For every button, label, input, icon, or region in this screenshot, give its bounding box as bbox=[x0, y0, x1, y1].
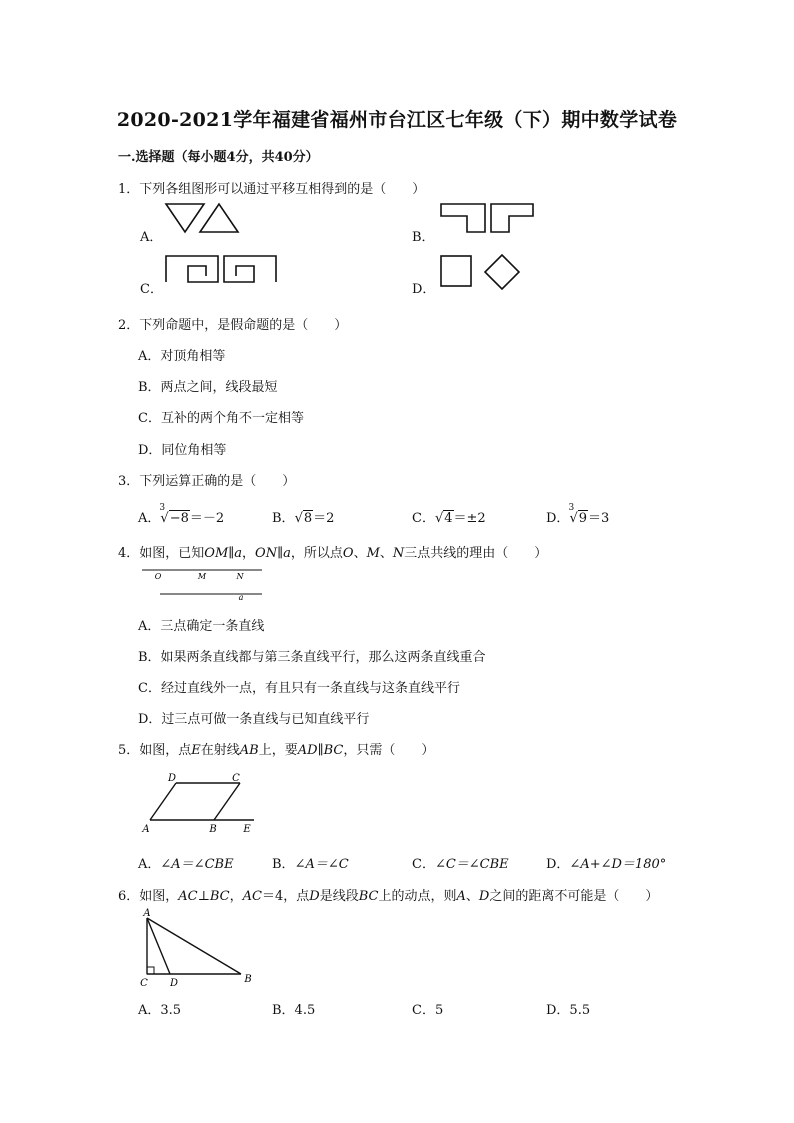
option-expr: ∠A＝∠CBE bbox=[160, 857, 234, 872]
label-b: B bbox=[244, 974, 252, 985]
cube-root-index: 3 bbox=[568, 503, 575, 513]
segment-on: ON bbox=[255, 546, 278, 561]
q3-option-d: D． 3 √9＝3 bbox=[546, 503, 610, 526]
option-expr: ∠A＝∠C bbox=[294, 857, 349, 872]
stem-text: 6．如图， bbox=[118, 889, 179, 904]
label-a: a bbox=[238, 593, 244, 602]
radicand: 9 bbox=[578, 511, 588, 526]
q4-figure-lines bbox=[140, 566, 270, 602]
point-a: A bbox=[456, 889, 466, 904]
question-4-stem bbox=[118, 542, 547, 561]
q4-option-d: D．过三点可做一条直线与已知直线平行 bbox=[138, 712, 370, 727]
ray-ab: AB bbox=[239, 743, 259, 758]
stem-text: ， bbox=[229, 889, 243, 904]
q3-option-b: B．√8＝2 bbox=[272, 511, 335, 526]
stem-text: ，所以点 bbox=[290, 546, 343, 561]
line-a: a bbox=[283, 546, 291, 561]
parallel-symbol: ∥ bbox=[228, 546, 235, 561]
segment-bc: BC bbox=[323, 743, 344, 758]
label-a: A bbox=[143, 908, 151, 919]
option-label: C． bbox=[412, 857, 435, 872]
q2-option-a: A．对顶角相等 bbox=[138, 349, 226, 364]
q3-option-b-result: ＝2 bbox=[313, 511, 335, 526]
q2-option-b: B．两点之间，线段最短 bbox=[138, 380, 278, 395]
label-m: M bbox=[197, 572, 207, 581]
q5-option-a bbox=[138, 853, 234, 872]
q6-figure-right-triangle bbox=[138, 908, 263, 990]
q6-option-d: D．5.5 bbox=[546, 1003, 591, 1018]
option-expr: ∠A+∠D＝180° bbox=[569, 857, 667, 872]
q4-option-b: B．如果两条直线都与第三条直线平行，那么这两条直线重合 bbox=[138, 650, 486, 665]
q4-option-c: C．经过直线外一点，有且只有一条直线与这条直线平行 bbox=[138, 681, 460, 696]
point-d: D bbox=[478, 889, 490, 904]
q2-option-d: D．同位角相等 bbox=[138, 443, 227, 458]
q3-option-a-label: A． bbox=[138, 511, 161, 526]
label-e: E bbox=[243, 824, 251, 835]
page-title: 2020-2021学年福建省福州市台江区七年级（下）期中数学试卷 bbox=[116, 109, 678, 131]
q3-option-d-result: ＝3 bbox=[588, 511, 610, 526]
label-d: D bbox=[167, 773, 177, 784]
option-label: B． bbox=[272, 857, 295, 872]
stem-text: 上的动点，则 bbox=[378, 889, 457, 904]
radicand: 8 bbox=[303, 511, 313, 526]
radicand: 4 bbox=[444, 511, 453, 526]
q1-option-b-label: B． bbox=[412, 230, 435, 245]
segment-bc: BC bbox=[209, 889, 230, 904]
label-d: D bbox=[169, 978, 179, 989]
line-a: a bbox=[234, 546, 243, 561]
q5-figure-parallelogram bbox=[140, 770, 270, 836]
label-n: N bbox=[236, 572, 244, 581]
q6-option-c: C．5 bbox=[412, 1003, 444, 1018]
stem-text: 上，要 bbox=[258, 743, 298, 758]
point-e: E bbox=[191, 743, 201, 758]
label-a: A bbox=[142, 824, 150, 835]
stem-text: 4．如图，已知 bbox=[118, 546, 205, 561]
point-n: N bbox=[392, 546, 405, 561]
q1-figure-a-triangles bbox=[160, 200, 250, 236]
stem-text: 、 bbox=[353, 546, 367, 561]
question-1-stem: 1．下列各组图形可以通过平移互相得到的是（ ） bbox=[118, 182, 426, 197]
q4-option-a: A．三点确定一条直线 bbox=[138, 619, 265, 634]
q6-option-b: B．4.5 bbox=[272, 1003, 316, 1018]
stem-text: ，只需（ ） bbox=[343, 743, 435, 758]
q3-option-c-result: ＝±2 bbox=[453, 511, 486, 526]
label-b: B bbox=[209, 824, 217, 835]
perpendicular-symbol: ⊥ bbox=[197, 889, 210, 904]
q2-option-c: C．互补的两个角不一定相等 bbox=[138, 411, 304, 426]
label-o: O bbox=[154, 572, 162, 581]
segment-om: OM bbox=[204, 546, 229, 561]
q3-option-b-label: B． bbox=[272, 511, 295, 526]
radicand: −8 bbox=[169, 511, 189, 526]
q5-option-d bbox=[546, 853, 666, 872]
segment-bc: BC bbox=[358, 889, 379, 904]
cube-root-index: 3 bbox=[159, 503, 166, 513]
stem-text: 、 bbox=[465, 889, 479, 904]
segment-ac: AC bbox=[242, 889, 262, 904]
q3-option-c: C．√4＝±2 bbox=[412, 511, 486, 526]
question-6-stem bbox=[118, 885, 658, 904]
stem-text: 之间的距离不可能是（ ） bbox=[489, 889, 659, 904]
q1-figure-b-l-shapes bbox=[437, 200, 537, 236]
segment-ac: AC bbox=[178, 889, 198, 904]
stem-text: 三点共线的理由（ ） bbox=[404, 546, 548, 561]
q1-option-a-label: A． bbox=[140, 230, 163, 245]
label-c: C bbox=[140, 978, 148, 989]
option-label: D． bbox=[546, 857, 570, 872]
section-heading: 一.选择题（每小题4分，共40分） bbox=[118, 150, 319, 165]
point-m: M bbox=[366, 546, 380, 561]
q1-figure-c-spirals bbox=[162, 252, 287, 288]
option-expr: ∠C＝∠CBE bbox=[434, 857, 509, 872]
point-d: D bbox=[309, 889, 320, 904]
stem-text: 5．如图，点 bbox=[118, 743, 192, 758]
q3-option-d-label: D． bbox=[546, 511, 570, 526]
stem-text: 、 bbox=[379, 546, 393, 561]
q1-option-d-label: D． bbox=[412, 282, 436, 297]
q1-option-c-label: C． bbox=[140, 282, 163, 297]
question-5-stem bbox=[118, 739, 434, 758]
parallel-symbol: ∥ bbox=[317, 743, 324, 758]
q3-option-a: A． 3 √−8＝－2 bbox=[138, 503, 225, 526]
parallel-symbol: ∥ bbox=[277, 546, 284, 561]
q5-option-c bbox=[412, 853, 509, 872]
q3-option-c-label: C． bbox=[412, 511, 435, 526]
label-c: C bbox=[232, 773, 240, 784]
question-3-stem: 3．下列运算正确的是（ ） bbox=[118, 474, 296, 489]
stem-text: ＝4，点 bbox=[261, 889, 310, 904]
stem-text: 是线段 bbox=[319, 889, 359, 904]
option-label: A． bbox=[138, 857, 161, 872]
point-o: O bbox=[342, 546, 354, 561]
question-2-stem: 2．下列命题中，是假命题的是（ ） bbox=[118, 318, 348, 333]
q5-option-b bbox=[272, 853, 349, 872]
q1-figure-d-squares bbox=[437, 252, 527, 292]
q3-option-a-result: ＝－2 bbox=[189, 511, 225, 526]
stem-text: ， bbox=[242, 546, 256, 561]
stem-text: 在射线 bbox=[200, 743, 240, 758]
q6-option-a: A．3.5 bbox=[138, 1003, 182, 1018]
segment-ad: AD bbox=[297, 743, 318, 758]
